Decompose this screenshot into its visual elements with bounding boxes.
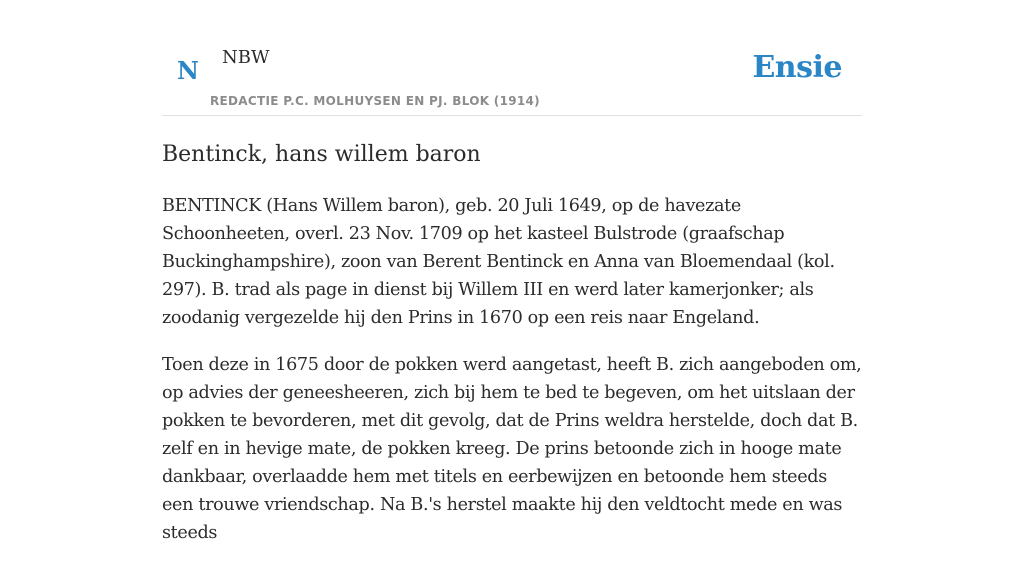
ensie-logo-link[interactable]: Ensie [752,50,842,85]
source-header [162,0,862,116]
source-logo[interactable]: N [177,56,199,85]
article-paragraph: BENTINCK (Hans Willem baron), geb. 20 Juli 1649, op de havezate Schoonheeten, overl. 23 Nov. 1709 op het kasteel Bulstrode (graafschap Buckinghampshire), zoon van Berent Bentinck en Anna van Bloemendaal (kol. 297). B. trad als page in dienst bij Willem III en werd later kamerjonker; als zoodanig vergezelde hij den Prins in 1670 op een reis naar Engeland. [162,196,835,328]
article-title: Bentinck, hans willem baron [162,142,481,167]
article-page [162,0,862,543]
source-name-link[interactable]: NBW [222,47,270,68]
article-body [162,192,862,566]
article-paragraph: Toen deze in 1675 door de pokken werd aangetast, heeft B. zich aangeboden om, op advies der geneesheeren, zich bij hem te bed te begeven, om het uitslaan der pokken te bevorderen, met dit gevolg, dat de Prins weldra herstelde, doch dat B. zelf en in hevige mate, de pokken kreeg. De prins betoonde zich in hooge mate dankbaar, overlaadde hem met titels en eerbewijzen en betoonde hem steeds een trouwe vriendschap. Na B.'s herstel maakte hij den veldtocht mede en was steeds [162,355,862,543]
source-subtitle: REDACTIE P.C. MOLHUYSEN EN PJ. BLOK (1914) [210,94,540,108]
